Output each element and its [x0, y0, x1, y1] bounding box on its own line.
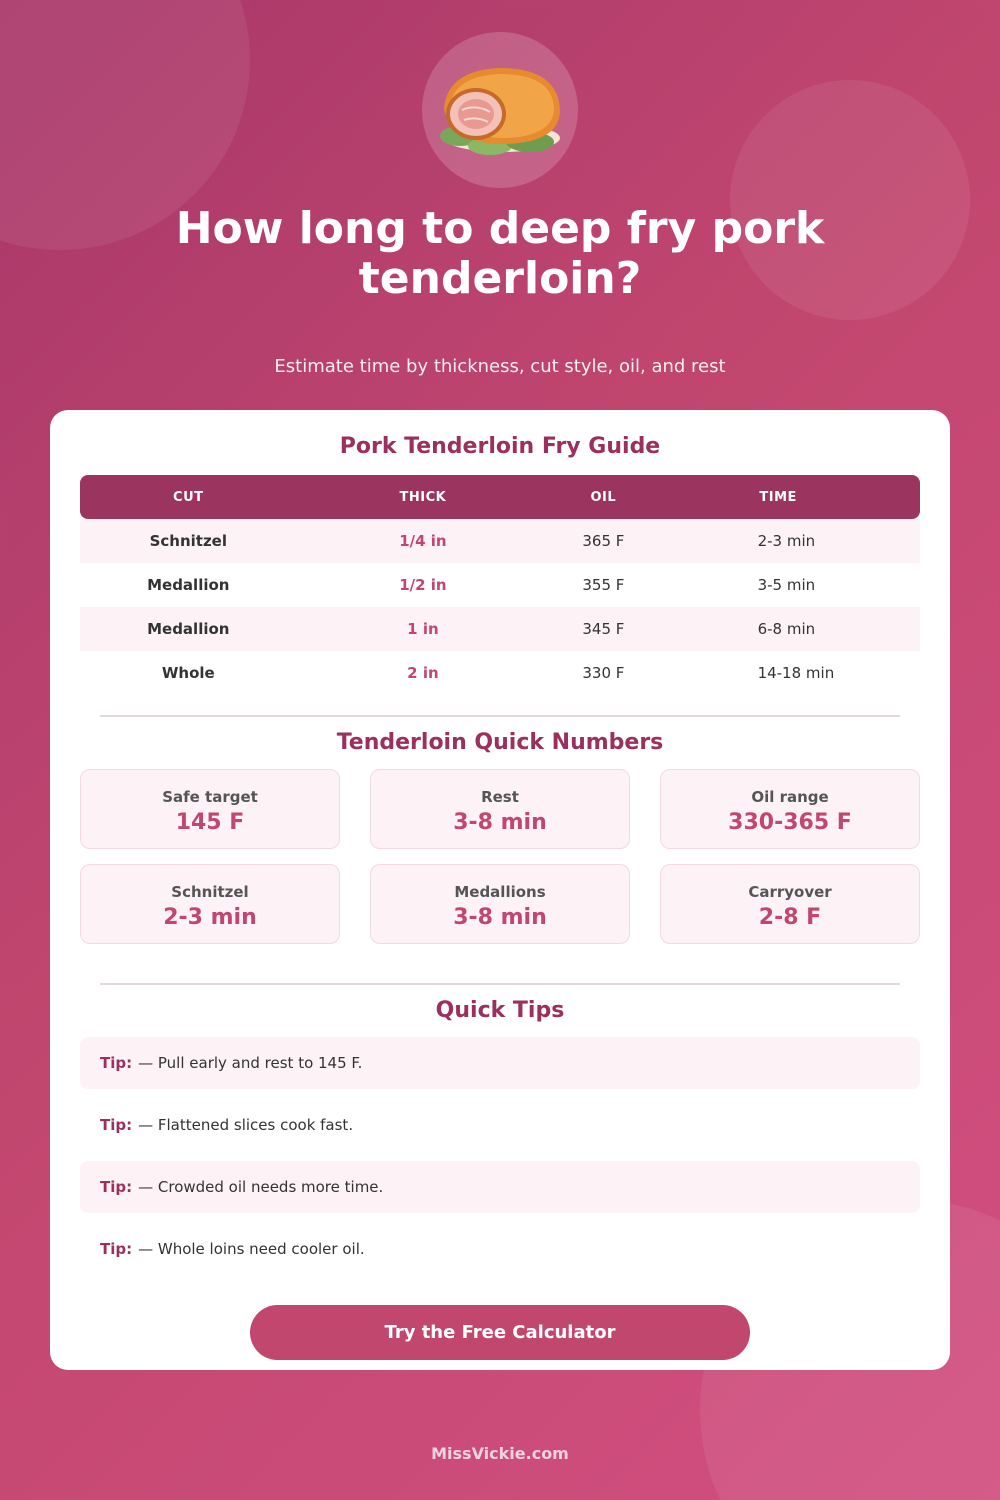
cell-cut: Medallion — [147, 620, 230, 638]
page-subtitle: Estimate time by thickness, cut style, oil, and rest — [274, 356, 726, 377]
stat-value: 3-8 min — [453, 810, 547, 835]
section-divider — [100, 715, 900, 717]
stat-card-rest — [370, 769, 630, 849]
column-header-cut: CUT — [173, 489, 204, 505]
cell-time: 2-3 min — [757, 532, 816, 550]
cell-time: 6-8 min — [757, 620, 816, 638]
table-row — [80, 651, 920, 695]
cell-cut: Schnitzel — [149, 532, 227, 550]
stat-label: Carryover — [748, 883, 832, 901]
tip-text: — Crowded oil needs more time. — [138, 1178, 384, 1196]
cell-thick: 1/4 in — [399, 532, 447, 550]
stat-value: 330-365 F — [728, 810, 852, 835]
page-title: How long to deep fry pork tenderloin? — [175, 203, 825, 304]
column-header-thick: THICK — [399, 489, 447, 505]
stat-label: Rest — [481, 788, 519, 806]
stat-value: 145 F — [175, 810, 245, 835]
stat-value: 3-8 min — [453, 905, 547, 930]
table-row — [80, 607, 920, 651]
table-body — [80, 519, 920, 695]
tip-text: — Pull early and rest to 145 F. — [138, 1054, 363, 1072]
fry-guide-title: Pork Tenderloin Fry Guide — [339, 434, 661, 459]
stat-card-oil-range — [660, 769, 920, 849]
cell-oil: 330 F — [582, 664, 625, 682]
cell-oil: 365 F — [582, 532, 625, 550]
cell-thick: 2 in — [407, 664, 439, 682]
table-header — [80, 475, 920, 519]
cell-cut: Medallion — [147, 576, 230, 594]
stat-card-carryover — [660, 864, 920, 944]
cell-thick: 1 in — [407, 620, 439, 638]
tip-prefix: Tip: — [100, 1178, 133, 1196]
fry-guide-table — [80, 475, 920, 695]
tip-item — [80, 1099, 920, 1151]
section-divider — [100, 983, 900, 985]
quick-numbers-title: Tenderloin Quick Numbers — [336, 730, 664, 755]
tip-item — [80, 1161, 920, 1213]
stat-value: 2-3 min — [163, 905, 257, 930]
stat-card-safe-target — [80, 769, 340, 849]
cell-cut: Whole — [161, 664, 215, 682]
tip-text: — Whole loins need cooler oil. — [138, 1240, 365, 1258]
stat-value: 2-8 F — [758, 905, 822, 930]
stat-label: Safe target — [162, 788, 258, 806]
tip-item — [80, 1037, 920, 1089]
stat-label: Medallions — [454, 883, 546, 901]
tip-text: — Flattened slices cook fast. — [138, 1116, 354, 1134]
cell-thick: 1/2 in — [399, 576, 447, 594]
tip-prefix: Tip: — [100, 1054, 133, 1072]
hero-badge — [422, 32, 578, 188]
tip-item — [80, 1223, 920, 1275]
table-row — [80, 519, 920, 563]
stat-label: Oil range — [751, 788, 829, 806]
stat-card-medallions — [370, 864, 630, 944]
tip-prefix: Tip: — [100, 1116, 133, 1134]
footer-brand[interactable]: MissVickie.com — [431, 1444, 569, 1463]
stat-card-schnitzel — [80, 864, 340, 944]
cell-time: 14-18 min — [757, 664, 835, 682]
guide-card — [50, 410, 950, 1370]
table-row — [80, 563, 920, 607]
column-header-oil: OIL — [590, 489, 617, 505]
cell-oil: 345 F — [582, 620, 625, 638]
fried-pork-tenderloin-icon — [430, 50, 570, 170]
tip-prefix: Tip: — [100, 1240, 133, 1258]
cell-oil: 355 F — [582, 576, 625, 594]
stat-label: Schnitzel — [171, 883, 249, 901]
column-header-time: TIME — [759, 489, 797, 505]
free-calculator-button[interactable]: Try the Free Calculator — [250, 1305, 750, 1360]
cell-time: 3-5 min — [757, 576, 816, 594]
quick-tips-title: Quick Tips — [435, 998, 565, 1023]
